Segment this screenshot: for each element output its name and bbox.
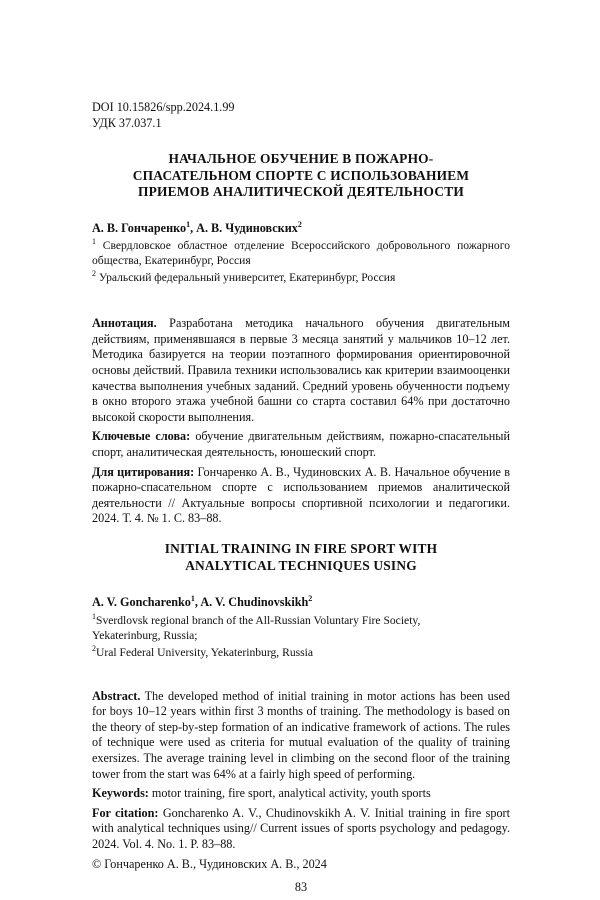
en-author-2: A. V. Chudinovskikh bbox=[200, 595, 308, 609]
page-number: 83 bbox=[92, 880, 510, 896]
en-citation-text: Goncharenko A. V., Chudinovskikh A. V. Initial training in fire sport with analytical techniques using// Current issues of sports psychology and pedagogy. 2024. Vol. 4. No. 1. P. 83–88. bbox=[92, 806, 510, 851]
ru-title-line: ПРИЕМОВ АНАЛИТИЧЕСКОЙ ДЕЯТЕЛЬНОСТИ bbox=[92, 184, 510, 201]
en-title bbox=[92, 541, 510, 574]
en-affiliation-1 bbox=[92, 613, 510, 643]
en-author-1: A. V. Goncharenko bbox=[92, 595, 191, 609]
en-title-line: ANALYTICAL TECHNIQUES USING bbox=[92, 558, 510, 575]
en-citation-label: For citation: bbox=[92, 806, 158, 820]
en-title-line: INITIAL TRAINING IN FIRE SPORT WITH bbox=[92, 541, 510, 558]
ru-author-2-sup: 2 bbox=[298, 220, 302, 229]
ru-authors bbox=[92, 221, 510, 237]
en-keywords-text: motor training, fire sport, analytical activity, youth sports bbox=[149, 786, 431, 800]
ru-title-line: СПАСАТЕЛЬНОМ СПОРТЕ С ИСПОЛЬЗОВАНИЕМ bbox=[92, 168, 510, 185]
copyright: © Гончаренко А. В., Чудиновских А. В., 2024 bbox=[92, 857, 510, 873]
en-authors bbox=[92, 595, 510, 611]
ru-aff-2-text: Уральский федеральный университет, Екатеринбург, Россия bbox=[96, 271, 395, 284]
en-abstract-label: Abstract. bbox=[92, 689, 140, 703]
en-abstract bbox=[92, 689, 510, 783]
ru-aff-1-sup: 1 bbox=[92, 237, 96, 246]
ru-affiliation-1 bbox=[92, 238, 510, 268]
ru-affiliation-2 bbox=[92, 270, 510, 285]
ru-author-2: А. В. Чудиновских bbox=[196, 221, 298, 235]
ru-author-1: А. В. Гончаренко bbox=[92, 221, 186, 235]
en-author-1-sup: 1 bbox=[191, 594, 195, 603]
en-aff-1-line-2: Yekaterinburg, Russia; bbox=[92, 629, 198, 642]
ru-keywords-label: Ключевые слова: bbox=[92, 429, 190, 443]
paper-page bbox=[92, 100, 510, 896]
en-citation bbox=[92, 806, 510, 853]
doi[interactable]: DOI 10.15826/spp.2024.1.99 bbox=[92, 100, 510, 116]
article-meta bbox=[92, 100, 510, 131]
en-aff-1-line-1: Sverdlovsk regional branch of the All-Russian Voluntary Fire Society, bbox=[96, 614, 420, 627]
ru-aff-1-text: Свердловское областное отделение Всероссийского добровольного пожарного общества, Екатеринбург, Россия bbox=[92, 239, 510, 267]
ru-abstract-text: Разработана методика начального обучения двигательным действиям, применявшаяся в первые 3 месяца занятий у мальчиков 10–12 лет. Методика базируется на теории поэтапного формирования ориентировочной основы действий. Правила техники использовались как критерии взаимооценки качества выполнения учебных заданий. Средний уровень обученности подъему в окно второго этажа учебной башни со старта составил 64% при достаточно высокой скорости выполнения. bbox=[92, 316, 510, 424]
ru-citation-text: Гончаренко А. В., Чудиновских А. В. Начальное обучение в пожарно-спасательном спорте с использованием приемов аналитической деятельности // Актуальные вопросы спортивной психологии и педагогики. 2024. Т. 4. № 1. С. 83–88. bbox=[92, 465, 510, 526]
ru-keywords bbox=[92, 429, 510, 460]
ru-title-line: НАЧАЛЬНОЕ ОБУЧЕНИЕ В ПОЖАРНО- bbox=[92, 151, 510, 168]
en-author-2-sup: 2 bbox=[308, 594, 312, 603]
ru-keywords-text: обучение двигательным действиям, пожарно-спасательный спорт, аналитическая деятельность, юношеский спорт. bbox=[92, 429, 510, 459]
ru-author-separator: , bbox=[190, 221, 196, 235]
ru-affiliations bbox=[92, 238, 510, 285]
en-aff-1-sup: 1 bbox=[92, 612, 96, 621]
ru-abstract-label: Аннотация. bbox=[92, 316, 157, 330]
en-keywords bbox=[92, 786, 510, 802]
en-author-separator: , bbox=[195, 595, 200, 609]
en-aff-2-sup: 2 bbox=[92, 644, 96, 653]
ru-aff-2-sup: 2 bbox=[92, 269, 96, 278]
en-aff-2-text: Ural Federal University, Yekaterinburg, Russia bbox=[96, 646, 313, 659]
en-affiliations bbox=[92, 613, 510, 660]
ru-abstract bbox=[92, 316, 510, 425]
en-affiliation-2 bbox=[92, 645, 510, 660]
en-abstract-text: The developed method of initial training in motor actions has been used for boys 10–12 years within first 3 months of training. The methodology is based on the theory of step-by-step formation of an indicative framework of actions. The rules of technique were used as criteria for mutual evaluation of the quality of training exersizes. The average training level in climbing on the second floor of the training tower from the start was 64% at a fairly high speed of performing. bbox=[92, 689, 510, 781]
udk: УДК 37.037.1 bbox=[92, 116, 510, 132]
ru-citation bbox=[92, 465, 510, 527]
en-keywords-label: Keywords: bbox=[92, 786, 149, 800]
ru-author-1-sup: 1 bbox=[186, 220, 190, 229]
ru-title bbox=[92, 151, 510, 201]
ru-citation-label: Для цитирования: bbox=[92, 465, 194, 479]
